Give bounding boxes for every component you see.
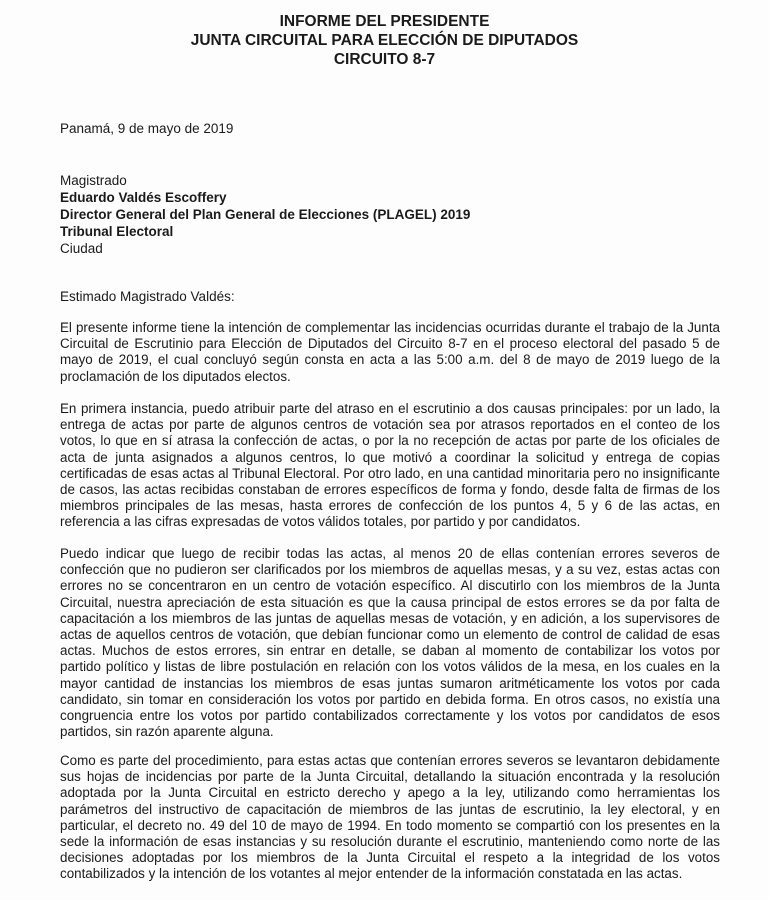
recipient-title: Magistrado (60, 173, 127, 188)
header-subtitle: JUNTA CIRCUITAL PARA ELECCIÓN DE DIPUTADOS (190, 32, 579, 49)
body-paragraph-2: En primera instancia, puedo atribuir parte del atraso en el escrutinio a dos causas principales: por un lado, la entrega de actas por parte de algunos centros de votación sea por atrasos reportados en el conteo de los votos, lo que en sí atrasa la confección de actas, o por la no recepción de actas por parte de los oficiales de acta de junta asignados a algunos centros, lo que motivó a coordinar la solicitud y entrega de copias certificadas de esas actas al Tribunal Electoral. Por otro lado, en una cantidad minoritaria pero no insignificante de casos, las actas recibidas constaban de errores específicos de forma y fondo, desde falta de firmas de los miembros principales de las mesas, hasta errores de confección de los puntos 4, 5 y 6 de las actas, en referencia a las cifras expresadas de votos válidos totales, por partido y por candidatos. (60, 401, 720, 530)
body-paragraph-4: Como es parte del procedimiento, para estas actas que contenían errores severos se levantaron debidamente sus hojas de incidencias por parte de la Junta Circuital, detallando la situación encontrada y la resolución adoptada por la Junta Circuital en estricto derecho y apego a la ley, utilizando como herramientas los parámetros del instructivo de capacitación de miembros de las juntas de escrutinio, la ley electoral, y en particular, el decreto no. 49 del 10 de mayo de 1994. En todo momento se compartió con los presentes en la sede la información de esas instancias y su resolución durante el escrutinio, manteniendo como norte de las decisiones adoptadas por los miembros de la Junta Circuital el respeto a la integridad de los votos contabilizados y la intención de los votantes al mejor entender de la información constatada en las actas. (60, 753, 720, 882)
salutation: Estimado Magistrado Valdés: (60, 289, 235, 304)
header-title: INFORME DEL PRESIDENTE (279, 13, 490, 30)
recipient-institution: Tribunal Electoral (60, 224, 174, 239)
recipient-name: Eduardo Valdés Escoffery (60, 190, 227, 205)
letter-date: Panamá, 9 de mayo de 2019 (60, 121, 234, 136)
recipient-city: Ciudad (60, 241, 103, 256)
report-header (0, 12, 769, 69)
recipient-block (60, 172, 470, 257)
body-paragraph-3: Puedo indicar que luego de recibir todas las actas, al menos 20 de ellas contenían errores severos de confección que no pudieron ser clarificados por los miembros de aquellas mesas, y a su vez, estas actas con errores no se concentraron en un centro de votación específico. Al discutirlo con los miembros de la Junta Circuital, nuestra apreciación de esta situación es que la causa principal de estos errores se da por falta de capacitación a los miembros de las juntas de aquellas mesas de votación, y en adición, a los supervisores de actas de aquellos centros de votación, que debían funcionar como un elemento de control de calidad de esas actas. Muchos de estos errores, sin entrar en detalle, se daban al momento de contabilizar los votos por partido político y listas de libre postulación en relación con los votos válidos de la mesa, en los cuales en la mayor cantidad de instancias los miembros de esas juntas sumaron aritméticamente los votos por cada candidato, sin tomar en consideración los votos por partido en debida forma. En otros casos, no existía una congruencia entre los votos por partido contabilizados correctamente y los votos por candidatos de esos partidos, sin razón aparente alguna. (60, 546, 720, 740)
header-circuit: CIRCUITO 8-7 (333, 51, 436, 68)
recipient-position: Director General del Plan General de Elecciones (PLAGEL) 2019 (60, 207, 471, 222)
body-paragraph-1: El presente informe tiene la intención de complementar las incidencias ocurridas durante el trabajo de la Junta Circuital de Escrutinio para Elección de Diputados del Circuito 8-7 en el proceso electoral del pasado 5 de mayo de 2019, el cual concluyó según consta en acta a las 5:00 a.m. del 8 de mayo de 2019 luego de la proclamación de los diputados electos. (60, 320, 720, 384)
